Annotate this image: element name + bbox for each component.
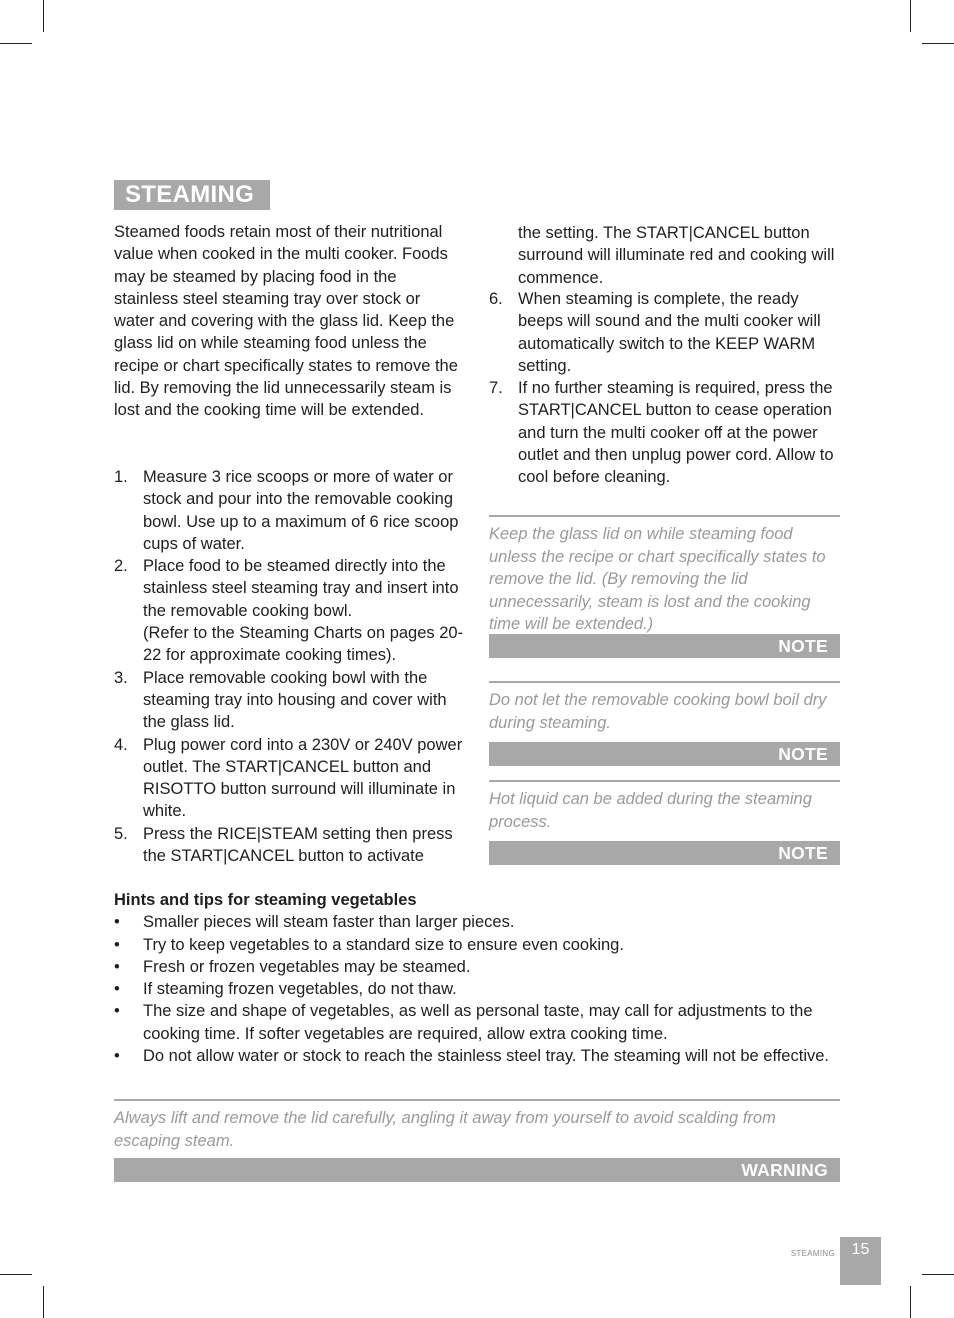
crop-mark (922, 1274, 954, 1275)
crop-mark (0, 1274, 32, 1275)
hint-text: Fresh or frozen vegetables may be steamed. (143, 957, 471, 976)
step-text-continued: the setting. The START|CANCEL button surround will illuminate red and cooking will commence. (518, 224, 835, 287)
steps-list-right (489, 288, 844, 489)
note-box (489, 780, 840, 865)
bullet: • (114, 913, 120, 932)
step-text-reference: (Refer to the Steaming Charts on pages 20-22 for approximate cooking times). (143, 624, 464, 665)
page-number: 15 (840, 1237, 881, 1285)
crop-mark (43, 0, 44, 32)
note-box (489, 515, 840, 658)
crop-mark (0, 43, 32, 44)
crop-mark (43, 1286, 44, 1318)
hint-item (114, 1000, 840, 1045)
crop-mark (910, 0, 911, 32)
step-number: 6. (489, 290, 503, 308)
bullet: • (114, 980, 120, 999)
note-box (489, 681, 840, 766)
step-item (489, 288, 844, 377)
crop-mark (910, 1286, 911, 1318)
note-text: Hot liquid can be added during the steaming process. (489, 790, 812, 831)
note-label: NOTE (489, 841, 840, 865)
step-item (114, 667, 466, 734)
bullet: • (114, 1047, 120, 1066)
warning-box (114, 1099, 840, 1182)
step-item (114, 466, 466, 555)
warning-divider (114, 1099, 840, 1101)
note-divider (489, 515, 840, 517)
bullet: • (114, 1002, 120, 1021)
hint-item (114, 934, 840, 956)
note-divider (489, 681, 840, 683)
hint-text: Try to keep vegetables to a standard size to ensure even cooking. (143, 935, 624, 954)
hint-item (114, 978, 840, 1000)
step-item (114, 555, 466, 666)
step-number: 5. (114, 824, 128, 843)
note-text: Keep the glass lid on while steaming food unless the recipe or chart specifically states to remove the lid. (By removing the lid unnecessarily, steam is lost and the cooking time will be extended.) (489, 525, 826, 633)
warning-text: Always lift and remove the lid carefully, angling it away from yourself to avoid scalding from escaping steam. (114, 1109, 776, 1150)
step-number: 4. (114, 735, 128, 754)
step-number: 2. (114, 557, 128, 576)
hint-text: Do not allow water or stock to reach the stainless steel tray. The steaming will not be effective. (143, 1047, 829, 1066)
footer-section-label: STEAMING (790, 1249, 835, 1258)
bullet: • (114, 935, 120, 954)
hint-text: Smaller pieces will steam faster than larger pieces. (143, 913, 515, 932)
step-text: Plug power cord into a 230V or 240V power outlet. The START|CANCEL button and RISOTTO button surround will illuminate in white. (143, 735, 463, 821)
step-text: Measure 3 rice scoops or more of water or stock and pour into the removable cooking bowl. Use up to a maximum of 6 rice scoop cups of water. (143, 468, 459, 553)
hint-item (114, 911, 840, 933)
note-label: NOTE (489, 742, 840, 766)
intro-paragraph: Steamed foods retain most of their nutritional value when cooked in the multi cooker. Foods may be steamed by placing food in the stainless steel steaming tray over stock or water and covering with the glass lid. Keep the glass lid on while steaming food unless the recipe or chart specifically states to remove the lid. By removing the lid unnecessarily steam is lost and the cooking time will be extended. (114, 223, 458, 420)
hint-item (114, 1045, 840, 1067)
step-number: 3. (114, 668, 128, 687)
hint-item (114, 956, 840, 978)
step-text: When steaming is complete, the ready beeps will sound and the multi cooker will automatically switch to the KEEP WARM setting. (518, 290, 821, 375)
step-text: Place food to be steamed directly into the stainless steel steaming tray and insert into the removable cooking bowl. (143, 557, 459, 620)
steps-list-left (114, 466, 466, 867)
hints-heading: Hints and tips for steaming vegetables (114, 891, 417, 909)
page-title: STEAMING (114, 180, 270, 210)
note-text: Do not let the removable cooking bowl boil dry during steaming. (489, 691, 827, 732)
step-text: If no further steaming is required, press the START|CANCEL button to cease operation and turn the multi cooker off at the power outlet and then unplug power cord. Allow to cool before cleaning. (518, 379, 834, 487)
hints-section (114, 889, 840, 1067)
step-text: Press the RICE|STEAM setting then press the START|CANCEL button to activate (143, 824, 453, 866)
warning-label: WARNING (114, 1158, 840, 1182)
bullet: • (114, 957, 120, 976)
step-number: 7. (489, 379, 503, 398)
hints-list (114, 911, 840, 1067)
step-number: 1. (114, 468, 128, 486)
crop-mark (922, 43, 954, 44)
step-item (489, 377, 844, 488)
step-item (114, 823, 466, 868)
step-text: Place removable cooking bowl with the steaming tray into housing and cover with the glass lid. (143, 668, 447, 732)
step-item (114, 734, 466, 823)
note-label: NOTE (489, 634, 840, 658)
hint-text: If steaming frozen vegetables, do not thaw. (143, 980, 457, 999)
hint-text: The size and shape of vegetables, as well as personal taste, may call for adjustments to the cooking time. If softer vegetables are required, allow extra cooking time. (143, 1002, 813, 1043)
note-divider (489, 780, 840, 782)
